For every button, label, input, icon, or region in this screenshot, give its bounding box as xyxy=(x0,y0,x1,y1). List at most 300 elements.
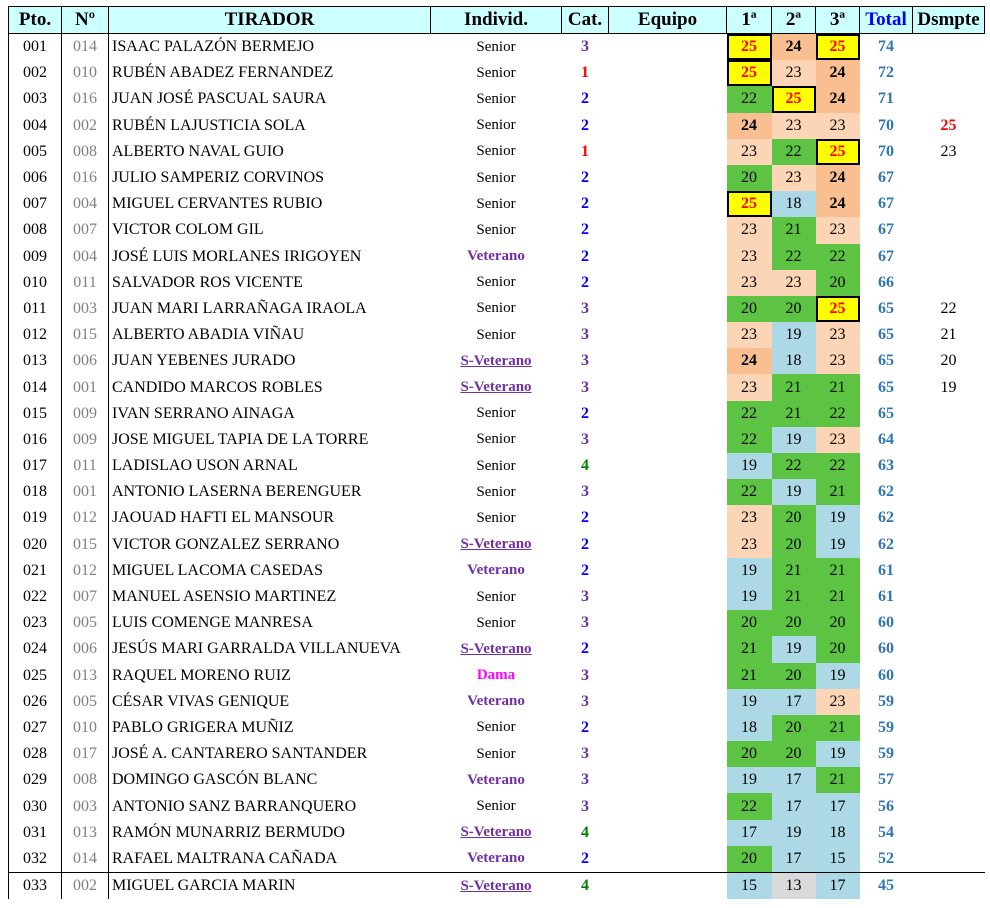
shooter-name: JOSÉ LUIS MORLANES IRIGOYEN xyxy=(112,247,362,265)
round-1-score: 23 xyxy=(727,270,772,296)
round-2-score: 18 xyxy=(772,348,816,374)
round-2-score: 19 xyxy=(772,427,816,453)
round-1-score: 21 xyxy=(727,663,772,689)
position-cell: 026 xyxy=(9,689,62,715)
number-cell: 008 xyxy=(62,767,109,793)
number-cell: 012 xyxy=(62,558,109,584)
team-cell xyxy=(609,348,727,374)
round-2-score: 21 xyxy=(772,374,816,400)
round-3-score: 22 xyxy=(816,453,860,479)
round-1-score: 17 xyxy=(727,820,772,846)
round-3-score: 15 xyxy=(816,846,860,873)
shooter-name: ALBERTO NAVAL GUIO xyxy=(112,142,284,160)
total-score: 59 xyxy=(878,745,894,763)
table-row xyxy=(9,165,985,191)
category-individual: Senior xyxy=(476,405,516,422)
number-cell: 001 xyxy=(62,374,109,400)
position-cell: 019 xyxy=(9,505,62,531)
round-2-score: 21 xyxy=(772,584,816,610)
category-individual: S-Veterano xyxy=(460,352,532,369)
number-cell: 014 xyxy=(62,34,109,61)
category-cell: 2 xyxy=(581,718,589,736)
number-cell: 003 xyxy=(62,296,109,322)
position-cell: 021 xyxy=(9,558,62,584)
team-cell xyxy=(609,191,727,217)
shootoff-score: 19 xyxy=(940,378,957,396)
round-1-score: 22 xyxy=(727,479,772,505)
shootoff-score xyxy=(913,270,985,296)
shootoff-score: 22 xyxy=(940,299,957,317)
position-cell: 012 xyxy=(9,322,62,348)
number-cell: 005 xyxy=(62,610,109,636)
round-3-score: 19 xyxy=(816,741,860,767)
number-cell: 014 xyxy=(62,846,109,873)
category-individual: Senior xyxy=(476,719,516,736)
table-row xyxy=(9,374,985,400)
shooter-name: RUBÉN LAJUSTICIA SOLA xyxy=(112,116,306,134)
category-individual: Senior xyxy=(476,300,516,317)
total-score: 62 xyxy=(878,535,894,553)
shooter-name: MIGUEL CERVANTES RUBIO xyxy=(112,195,323,213)
shootoff-score xyxy=(913,558,985,584)
table-row xyxy=(9,793,985,819)
round-3-score: 17 xyxy=(816,873,860,900)
shootoff-score xyxy=(913,427,985,453)
number-cell: 007 xyxy=(62,217,109,243)
category-cell: 3 xyxy=(581,430,589,448)
team-cell xyxy=(609,505,727,531)
team-cell xyxy=(609,34,727,61)
round-3-score: 20 xyxy=(816,610,860,636)
position-cell: 010 xyxy=(9,270,62,296)
number-cell: 010 xyxy=(62,60,109,86)
shootoff-score xyxy=(913,584,985,610)
category-individual: S-Veterano xyxy=(460,824,532,841)
number-cell: 004 xyxy=(62,244,109,270)
position-cell: 004 xyxy=(9,113,62,139)
category-cell: 4 xyxy=(562,873,609,900)
round-1-score: 18 xyxy=(727,715,772,741)
total-score: 62 xyxy=(878,509,894,527)
round-2-score: 17 xyxy=(772,846,816,873)
position-cell: 015 xyxy=(9,401,62,427)
round-1-score: 23 xyxy=(727,217,772,243)
team-cell xyxy=(609,296,727,322)
position-cell: 008 xyxy=(9,217,62,243)
table-row xyxy=(9,296,985,322)
category-cell: 4 xyxy=(581,823,589,841)
shootoff-score xyxy=(913,715,985,741)
round-1-score: 19 xyxy=(727,558,772,584)
header-tirador: TIRADOR xyxy=(109,7,431,34)
round-1-score: 25 xyxy=(727,60,772,86)
total-score: 56 xyxy=(878,797,894,815)
position-cell: 032 xyxy=(9,846,62,873)
total-score: 65 xyxy=(878,326,894,344)
header-round-2: 2ª xyxy=(772,7,816,34)
round-2-score: 24 xyxy=(772,34,816,61)
table-row xyxy=(9,270,985,296)
team-cell xyxy=(609,584,727,610)
team-cell xyxy=(609,86,727,112)
table-row xyxy=(9,113,985,139)
category-cell: 3 xyxy=(581,378,589,396)
header-num: Nº xyxy=(62,7,109,34)
total-score: 71 xyxy=(878,90,894,108)
category-cell: 2 xyxy=(581,404,589,422)
total-score: 65 xyxy=(878,378,894,396)
team-cell xyxy=(609,636,727,662)
round-3-score: 21 xyxy=(816,479,860,505)
number-cell: 001 xyxy=(62,479,109,505)
category-individual: Senior xyxy=(476,195,516,212)
team-cell xyxy=(609,453,727,479)
round-1-score: 19 xyxy=(727,453,772,479)
total-score: 74 xyxy=(878,38,894,56)
round-2-score: 21 xyxy=(772,558,816,584)
round-2-score: 22 xyxy=(772,139,816,165)
round-2-score: 23 xyxy=(772,113,816,139)
category-cell: 2 xyxy=(581,640,589,658)
round-3-score: 19 xyxy=(816,505,860,531)
position-cell: 033 xyxy=(9,873,62,900)
round-1-score: 20 xyxy=(727,741,772,767)
total-score: 61 xyxy=(878,561,894,579)
round-3-score: 19 xyxy=(816,663,860,689)
position-cell: 031 xyxy=(9,820,62,846)
total-score: 70 xyxy=(878,116,894,134)
round-1-score: 20 xyxy=(727,610,772,636)
category-cell: 3 xyxy=(581,326,589,344)
shootoff-score xyxy=(913,741,985,767)
number-cell: 011 xyxy=(62,453,109,479)
total-score: 66 xyxy=(878,273,894,291)
category-individual: Dama xyxy=(476,667,516,684)
shootoff-score xyxy=(913,453,985,479)
round-2-score: 25 xyxy=(772,86,816,112)
position-cell: 002 xyxy=(9,60,62,86)
number-cell: 016 xyxy=(62,86,109,112)
total-score: 67 xyxy=(878,195,894,213)
round-2-score: 23 xyxy=(772,270,816,296)
round-3-score: 20 xyxy=(816,270,860,296)
team-cell xyxy=(609,820,727,846)
total-score: 60 xyxy=(878,640,894,658)
shooter-name: ALBERTO ABADIA VIÑAU xyxy=(112,326,305,344)
round-1-score: 25 xyxy=(727,34,772,61)
shootoff-score xyxy=(913,636,985,662)
round-2-score: 20 xyxy=(772,296,816,322)
shootoff-score xyxy=(913,663,985,689)
table-row xyxy=(9,689,985,715)
table-row xyxy=(9,34,985,61)
position-cell: 006 xyxy=(9,165,62,191)
round-1-score: 20 xyxy=(727,165,772,191)
shootoff-score xyxy=(913,165,985,191)
position-cell: 005 xyxy=(9,139,62,165)
total-score: 54 xyxy=(878,823,894,841)
shooter-name: RUBÉN ABADEZ FERNANDEZ xyxy=(112,64,334,82)
table-row xyxy=(9,820,985,846)
total-score: 57 xyxy=(878,771,894,789)
round-2-score: 13 xyxy=(772,873,816,900)
team-cell xyxy=(609,217,727,243)
position-cell: 003 xyxy=(9,86,62,112)
shooter-name: CÉSAR VIVAS GENIQUE xyxy=(112,692,290,710)
total-score: 65 xyxy=(878,404,894,422)
round-3-score: 17 xyxy=(816,793,860,819)
round-1-score: 15 xyxy=(727,873,772,900)
round-2-score: 20 xyxy=(772,532,816,558)
category-individual: Senior xyxy=(476,431,516,448)
shooter-name: LADISLAO USON ARNAL xyxy=(112,457,298,475)
category-individual: S-Veterano xyxy=(460,379,532,396)
team-cell xyxy=(609,558,727,584)
category-cell: 3 xyxy=(581,692,589,710)
number-cell: 010 xyxy=(62,715,109,741)
shootoff-score xyxy=(913,191,985,217)
category-cell: 3 xyxy=(581,797,589,815)
category-individual: Senior xyxy=(476,38,516,55)
position-cell: 009 xyxy=(9,244,62,270)
shootoff-score xyxy=(913,86,985,112)
round-2-score: 19 xyxy=(772,636,816,662)
round-2-score: 21 xyxy=(772,401,816,427)
table-row xyxy=(9,60,985,86)
round-1-score: 21 xyxy=(727,636,772,662)
total-score: 70 xyxy=(878,142,894,160)
table-row xyxy=(9,139,985,165)
team-cell xyxy=(609,270,727,296)
number-cell: 012 xyxy=(62,505,109,531)
round-1-score: 20 xyxy=(727,846,772,873)
total-score: 45 xyxy=(860,873,913,900)
position-cell: 018 xyxy=(9,479,62,505)
total-score: 52 xyxy=(878,849,894,867)
category-individual: Veterano xyxy=(467,850,525,867)
total-score: 72 xyxy=(878,64,894,82)
round-1-score: 22 xyxy=(727,401,772,427)
category-individual: Senior xyxy=(476,588,516,605)
position-cell: 017 xyxy=(9,453,62,479)
position-cell: 024 xyxy=(9,636,62,662)
total-score: 61 xyxy=(878,588,894,606)
round-1-score: 23 xyxy=(727,374,772,400)
round-3-score: 22 xyxy=(816,244,860,270)
round-2-score: 17 xyxy=(772,689,816,715)
category-individual: Veterano xyxy=(467,562,525,579)
round-3-score: 21 xyxy=(816,558,860,584)
category-cell: 3 xyxy=(581,771,589,789)
category-cell: 1 xyxy=(581,142,589,160)
header-round-3: 3ª xyxy=(816,7,860,34)
team-cell xyxy=(609,610,727,636)
round-3-score: 19 xyxy=(816,532,860,558)
category-cell: 2 xyxy=(581,247,589,265)
round-3-score: 24 xyxy=(816,191,860,217)
category-individual: Senior xyxy=(476,117,516,134)
shootoff-score xyxy=(913,244,985,270)
team-cell xyxy=(609,741,727,767)
header-dsmpte: Dsmpte xyxy=(913,7,985,34)
category-individual: Senior xyxy=(476,483,516,500)
category-cell: 2 xyxy=(581,509,589,527)
shooter-name: LUIS COMENGE MANRESA xyxy=(112,614,313,632)
round-2-score: 20 xyxy=(772,715,816,741)
shooter-name: MIGUEL GARCIA MARIN xyxy=(109,873,431,900)
table-row xyxy=(9,217,985,243)
round-2-score: 17 xyxy=(772,767,816,793)
team-cell xyxy=(609,139,727,165)
team-cell xyxy=(609,60,727,86)
team-cell xyxy=(609,165,727,191)
position-cell: 020 xyxy=(9,532,62,558)
category-cell: 2 xyxy=(581,273,589,291)
category-cell: 3 xyxy=(581,299,589,317)
shooter-name: JOSE MIGUEL TAPIA DE LA TORRE xyxy=(112,430,369,448)
category-cell: 2 xyxy=(581,169,589,187)
team-cell xyxy=(609,427,727,453)
team-cell xyxy=(609,873,727,900)
table-row xyxy=(9,636,985,662)
number-cell: 005 xyxy=(62,689,109,715)
shooter-name: VICTOR GONZALEZ SERRANO xyxy=(112,535,340,553)
round-2-score: 20 xyxy=(772,610,816,636)
number-cell: 008 xyxy=(62,139,109,165)
table-row xyxy=(9,846,985,873)
category-individual: Senior xyxy=(476,745,516,762)
shootoff-score xyxy=(913,846,985,873)
position-cell: 011 xyxy=(9,296,62,322)
round-3-score: 23 xyxy=(816,427,860,453)
round-3-score: 25 xyxy=(816,296,860,322)
round-3-score: 21 xyxy=(816,715,860,741)
category-cell: 3 xyxy=(581,745,589,763)
total-score: 62 xyxy=(878,483,894,501)
position-cell: 027 xyxy=(9,715,62,741)
number-cell: 016 xyxy=(62,165,109,191)
total-score: 64 xyxy=(878,430,894,448)
position-cell: 016 xyxy=(9,427,62,453)
round-3-score: 23 xyxy=(816,348,860,374)
position-cell: 029 xyxy=(9,767,62,793)
position-cell: 022 xyxy=(9,584,62,610)
round-1-score: 23 xyxy=(727,322,772,348)
round-1-score: 19 xyxy=(727,689,772,715)
position-cell: 028 xyxy=(9,741,62,767)
round-3-score: 23 xyxy=(816,322,860,348)
number-cell: 009 xyxy=(62,427,109,453)
category-cell: 2 xyxy=(581,195,589,213)
team-cell xyxy=(609,401,727,427)
round-2-score: 22 xyxy=(772,244,816,270)
table-row xyxy=(9,453,985,479)
table-body xyxy=(9,34,985,900)
round-3-score: 24 xyxy=(816,165,860,191)
category-cell: 3 xyxy=(581,666,589,684)
shooter-name: JUAN JOSÉ PASCUAL SAURA xyxy=(112,90,327,108)
total-score: 67 xyxy=(878,221,894,239)
category-individual: Senior xyxy=(476,457,516,474)
round-1-score: 19 xyxy=(727,584,772,610)
number-cell: 015 xyxy=(62,322,109,348)
category-cell: 4 xyxy=(581,457,589,475)
shootoff-score xyxy=(913,505,985,531)
shooter-name: IVAN SERRANO AINAGA xyxy=(112,404,295,422)
team-cell xyxy=(609,689,727,715)
table-row xyxy=(9,767,985,793)
round-3-score: 24 xyxy=(816,86,860,112)
round-2-score: 20 xyxy=(772,505,816,531)
number-cell: 015 xyxy=(62,532,109,558)
shooter-name: JESÚS MARI GARRALDA VILLANUEVA xyxy=(112,640,401,658)
shootoff-score xyxy=(913,820,985,846)
number-cell: 004 xyxy=(62,191,109,217)
round-3-score: 23 xyxy=(816,689,860,715)
category-individual: Senior xyxy=(476,509,516,526)
category-individual: Veterano xyxy=(467,248,525,265)
total-score: 67 xyxy=(878,247,894,265)
shootoff-score xyxy=(913,767,985,793)
team-cell xyxy=(609,663,727,689)
category-cell: 2 xyxy=(581,90,589,108)
shootoff-score xyxy=(913,532,985,558)
team-cell xyxy=(609,767,727,793)
table-row xyxy=(9,244,985,270)
round-2-score: 21 xyxy=(772,217,816,243)
team-cell xyxy=(609,113,727,139)
shootoff-score xyxy=(913,217,985,243)
round-2-score: 19 xyxy=(772,479,816,505)
category-cell: 2 xyxy=(581,221,589,239)
shooter-name: ANTONIO LASERNA BERENGUER xyxy=(112,483,362,501)
total-score: 63 xyxy=(878,457,894,475)
category-individual: Senior xyxy=(476,143,516,160)
category-individual: Senior xyxy=(476,274,516,291)
round-1-score: 23 xyxy=(727,532,772,558)
shooter-name: RAFAEL MALTRANA CAÑADA xyxy=(112,849,338,867)
position-cell: 030 xyxy=(9,793,62,819)
shootoff-score xyxy=(913,34,985,61)
round-2-score: 17 xyxy=(772,793,816,819)
category-individual: Senior xyxy=(476,221,516,238)
round-1-score: 20 xyxy=(727,296,772,322)
shootoff-score xyxy=(913,401,985,427)
table-row xyxy=(9,741,985,767)
number-cell: 003 xyxy=(62,793,109,819)
shooter-name: ANTONIO SANZ BARRANQUERO xyxy=(112,797,357,815)
round-3-score: 25 xyxy=(816,139,860,165)
shooter-name: MANUEL ASENSIO MARTINEZ xyxy=(112,588,337,606)
category-cell: 2 xyxy=(581,849,589,867)
shootoff-score: 20 xyxy=(940,352,957,370)
team-cell xyxy=(609,244,727,270)
team-cell xyxy=(609,715,727,741)
position-cell: 025 xyxy=(9,663,62,689)
header-equipo: Equipo xyxy=(609,7,727,34)
number-cell: 017 xyxy=(62,741,109,767)
round-2-score: 18 xyxy=(772,191,816,217)
position-cell: 023 xyxy=(9,610,62,636)
round-2-score: 20 xyxy=(772,663,816,689)
table-row xyxy=(9,610,985,636)
total-score: 60 xyxy=(878,614,894,632)
number-cell: 009 xyxy=(62,401,109,427)
shooter-name: VICTOR COLOM GIL xyxy=(112,221,264,239)
shooter-name: JUAN YEBENES JURADO xyxy=(112,352,296,370)
table-row xyxy=(9,427,985,453)
category-cell: 3 xyxy=(581,588,589,606)
